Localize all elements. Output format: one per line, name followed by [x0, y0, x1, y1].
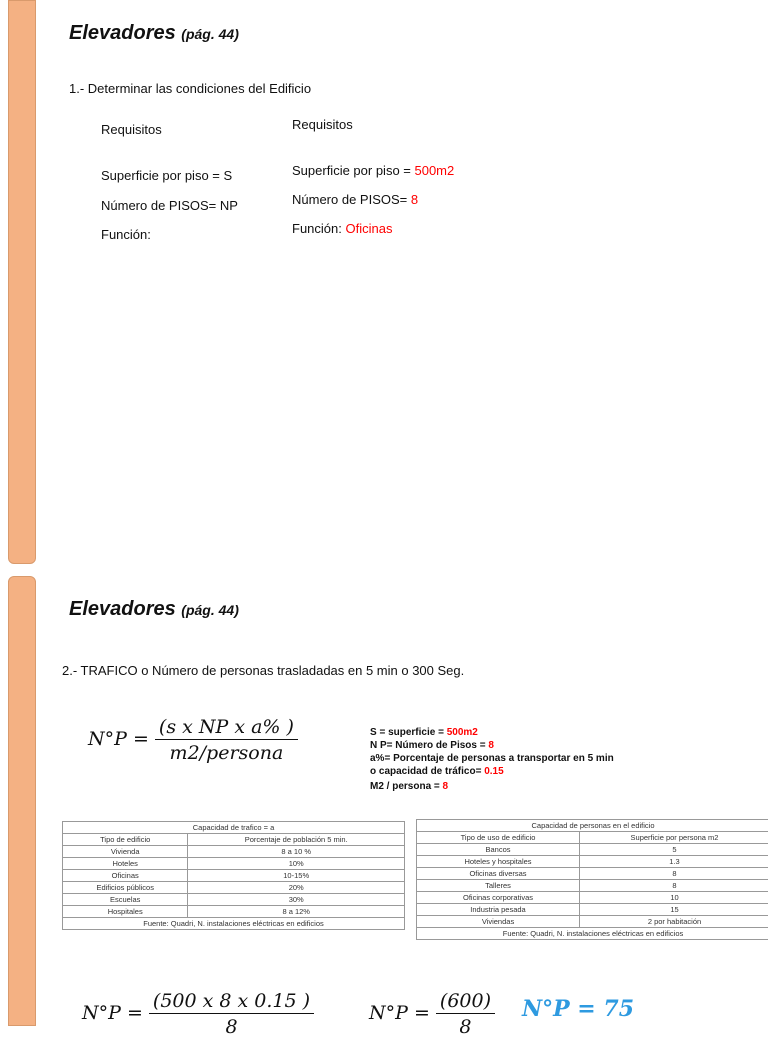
table-header-cell: Superficie por persona m2: [580, 832, 768, 844]
table-cell: 8: [580, 868, 768, 880]
left-requirements-heading: Requisitos: [101, 122, 162, 137]
page-reference: (pág. 44): [181, 602, 239, 618]
table-source: Fuente: Quadri, N. instalaciones eléctricas en edificios: [63, 918, 405, 930]
table-caption-row: [417, 820, 768, 832]
right-surface-row: [292, 163, 454, 178]
table-cell: 15: [580, 904, 768, 916]
table-cell: Industria pesada: [417, 904, 580, 916]
table-row: [63, 906, 405, 918]
table-row: [63, 882, 405, 894]
table-row: [63, 894, 405, 906]
table-caption-row: [63, 822, 405, 834]
table-source-row: [417, 928, 768, 940]
table-cell: 2 por habitación: [580, 916, 768, 928]
legend-a: a%= Porcentaje de personas a transportar en 5 min: [370, 752, 614, 765]
table-cell: Hoteles: [63, 858, 188, 870]
table-row: [63, 846, 405, 858]
formula-fraction: [155, 716, 298, 764]
calc2-lhs: N°P =: [369, 1002, 430, 1024]
table-cell: 1.3: [580, 856, 768, 868]
table-cell: Oficinas diversas: [417, 868, 580, 880]
table-source: Fuente: Quadri, N. instalaciones eléctricas en edificios: [417, 928, 768, 940]
step-heading: 2.- TRAFICO o Número de personas trasladadas en 5 min o 300 Seg.: [62, 663, 464, 678]
table-header-row: [63, 834, 405, 846]
calc2-fraction: [436, 990, 495, 1038]
slide-title: [69, 598, 239, 621]
floors-value: 8: [411, 192, 418, 207]
variable-legend: [370, 726, 614, 793]
persons-capacity-table: [416, 819, 768, 940]
calc1-fraction: [149, 990, 314, 1038]
slide-accent-bar: [8, 0, 36, 564]
table-cell: Edificios públicos: [63, 882, 188, 894]
traffic-formula: [88, 716, 298, 764]
slide-accent-bar: [8, 576, 36, 1026]
table-header-cell: Porcentaje de población 5 min.: [188, 834, 405, 846]
title-text: Elevadores: [69, 22, 176, 44]
table-row: [417, 904, 768, 916]
result-value: N°P = 75: [522, 996, 634, 1022]
table-row: [417, 856, 768, 868]
right-floors-row: [292, 192, 418, 207]
table-cell: Hoteles y hospitales: [417, 856, 580, 868]
table-row: [63, 858, 405, 870]
formula-lhs: N°P =: [88, 728, 149, 750]
function-label: Función:: [292, 221, 345, 236]
table-source-row: [63, 918, 405, 930]
table-row: [63, 870, 405, 882]
calculation-2: [369, 990, 495, 1038]
table-row: [417, 892, 768, 904]
table-cell: 8: [580, 880, 768, 892]
table-cell: 8 a 12%: [188, 906, 405, 918]
table-cell: Viviendas: [417, 916, 580, 928]
slide-separator: [0, 566, 768, 576]
table-cell: Oficinas corporativas: [417, 892, 580, 904]
table-cell: Escuelas: [63, 894, 188, 906]
traffic-capacity-table: [62, 821, 405, 930]
formula-numerator: (s x NP x a% ): [155, 716, 298, 740]
table-cell: 5: [580, 844, 768, 856]
table-row: [417, 868, 768, 880]
table-cell: 10-15%: [188, 870, 405, 882]
calculation-1: [82, 990, 314, 1038]
table-row: [417, 916, 768, 928]
legend-s: S = superficie = 500m2: [370, 726, 614, 739]
table-cell: 10%: [188, 858, 405, 870]
table-header-cell: Tipo de edificio: [63, 834, 188, 846]
table-cell: Oficinas: [63, 870, 188, 882]
floors-label: Número de PISOS=: [292, 192, 411, 207]
step-heading: 1.- Determinar las condiciones del Edificio: [69, 81, 311, 96]
table-cell: Vivienda: [63, 846, 188, 858]
table-row: [417, 880, 768, 892]
table-row: [417, 844, 768, 856]
table-header-row: [417, 832, 768, 844]
table-cell: Hospitales: [63, 906, 188, 918]
table-caption: Capacidad de trafico = a: [63, 822, 405, 834]
left-surface-label: Superficie por piso = S: [101, 168, 232, 183]
right-function-row: [292, 221, 392, 236]
surface-value: 500m2: [414, 163, 454, 178]
table-cell: 10: [580, 892, 768, 904]
function-value: Oficinas: [345, 221, 392, 236]
calc2-denominator: 8: [436, 1014, 495, 1038]
table-cell: 8 a 10 %: [188, 846, 405, 858]
table-cell: 20%: [188, 882, 405, 894]
calc1-numerator: (500 x 8 x 0.15 ): [149, 990, 314, 1014]
calc2-numerator: (600): [436, 990, 495, 1014]
slide-2: [0, 576, 768, 1024]
left-floors-label: Número de PISOS= NP: [101, 198, 238, 213]
right-requirements-heading: Requisitos: [292, 117, 353, 132]
slide-title: [69, 22, 239, 45]
surface-label: Superficie por piso =: [292, 163, 414, 178]
table-cell: Bancos: [417, 844, 580, 856]
legend-m2: M2 / persona = 8: [370, 780, 614, 793]
left-function-label: Función:: [101, 227, 151, 242]
table-header-cell: Tipo de uso de edificio: [417, 832, 580, 844]
calc1-lhs: N°P =: [82, 1002, 143, 1024]
formula-denominator: m2/persona: [155, 740, 298, 764]
table-caption: Capacidad de personas en el edificio: [417, 820, 768, 832]
calc1-denominator: 8: [149, 1014, 314, 1038]
title-text: Elevadores: [69, 598, 176, 620]
table-cell: Talleres: [417, 880, 580, 892]
legend-np: N P= Número de Pisos = 8: [370, 739, 614, 752]
legend-a-value: o capacidad de tráfico= 0.15: [370, 765, 614, 778]
table-cell: 30%: [188, 894, 405, 906]
page-reference: (pág. 44): [181, 26, 239, 42]
